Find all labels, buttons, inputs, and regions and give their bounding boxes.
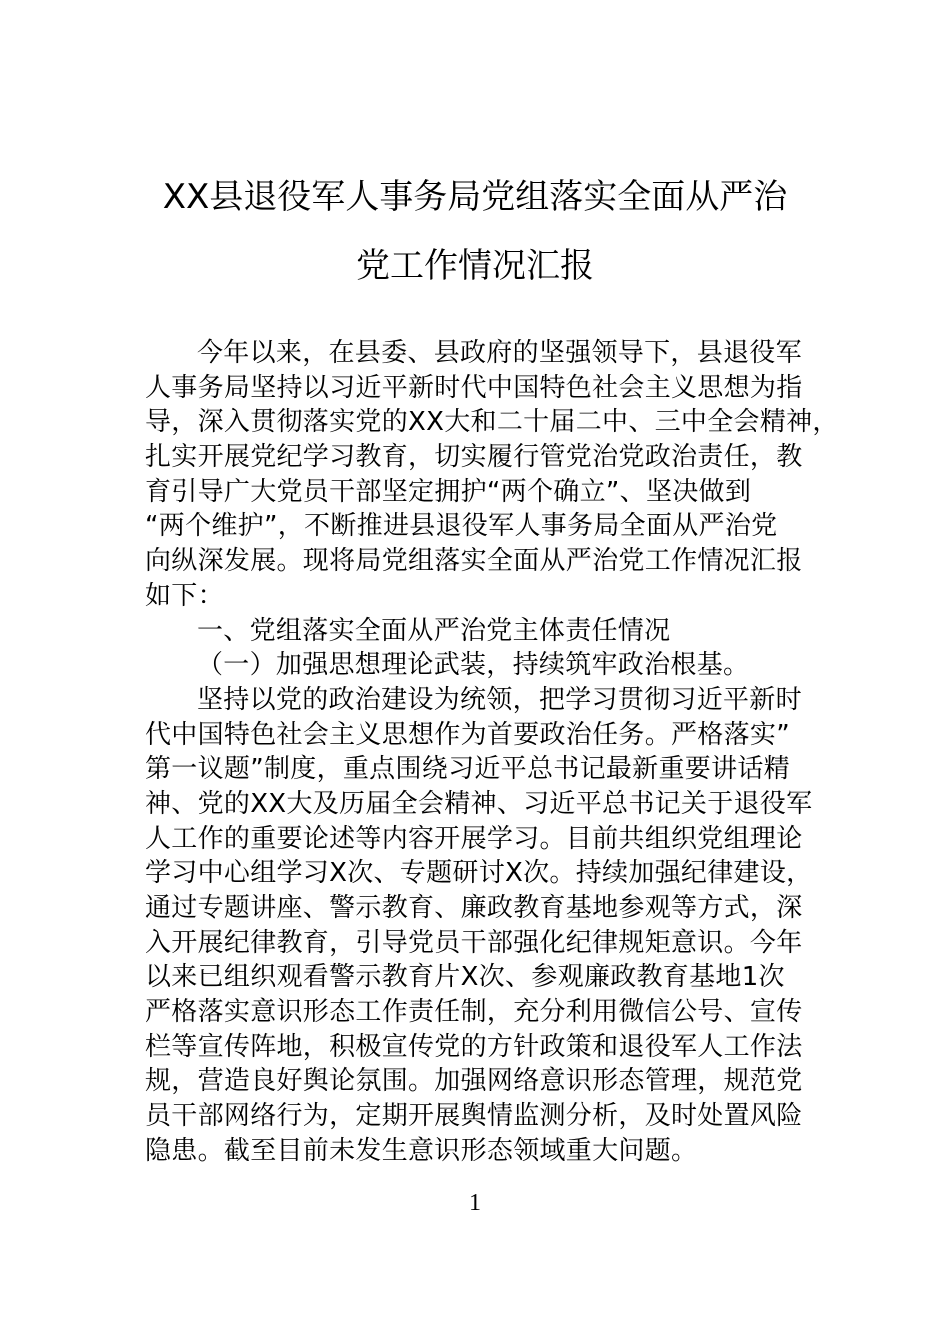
document-title-line-2: 党工作情况汇报 (356, 246, 594, 286)
paragraph (145, 336, 845, 614)
text-line: （一）加强思想理论武装，持续筑牢政治根基。 (197, 650, 750, 681)
text-line: 人事务局坚持以习近平新时代中国特色社会主义思想为指 (145, 372, 803, 403)
text-line: “两个维护”，不断推进县退役军人事务局全面从严治党 (145, 511, 778, 542)
text-line: 神、党的XX大及历届全会精神、习近平总书记关于退役军 (145, 788, 813, 819)
text-line: 坚持以党的政治建设为统领，把学习贯彻习近平新时 (197, 684, 802, 715)
text-line: 如下： (145, 580, 224, 611)
text-line: 扎实开展党纪学习教育，切实履行管党治党政治责任，教 (145, 442, 803, 473)
text-line: 导，深入贯彻落实党的XX大和二十届二中、三中全会精神， (145, 407, 839, 438)
page-number: 1 (469, 1190, 481, 1216)
text-line: 学习中心组学习X次、专题研讨X次。持续加强纪律建设， (145, 858, 813, 889)
document-body (145, 336, 845, 1169)
text-line: 入开展纪律教育，引导党员干部强化纪律规矩意识。今年 (145, 927, 803, 958)
text-line: 隐患。截至目前未发生意识形态领域重大问题。 (145, 1135, 698, 1166)
text-line: 规，营造良好舆论氛围。加强网络意识形态管理，规范党 (145, 1066, 803, 1097)
text-line: 人工作的重要论述等内容开展学习。目前共组织党组理论 (145, 823, 803, 854)
paragraph (145, 648, 845, 683)
text-line: 以来已组织观看警示教育片X次、参观廉政教育基地1次 (145, 962, 785, 993)
paragraph (145, 683, 845, 1169)
text-line: 栏等宣传阵地，积极宣传党的方针政策和退役军人工作法 (145, 1031, 803, 1062)
text-line: 育引导广大党员干部坚定拥护“两个确立”、坚决做到 (145, 476, 752, 507)
text-line: 代中国特色社会主义思想作为首要政治任务。严格落实” (145, 719, 790, 750)
text-line: 通过专题讲座、警示教育、廉政教育基地参观等方式，深 (145, 893, 803, 923)
text-line: 向纵深发展。现将局党组落实全面从严治党工作情况汇报 (145, 546, 803, 577)
text-line: 员干部网络行为，定期开展舆情监测分析，及时处置风险 (145, 1101, 803, 1132)
text-line: 严格落实意识形态工作责任制，充分利用微信公号、宣传 (145, 997, 803, 1028)
text-line: 一、党组落实全面从严治党主体责任情况 (197, 615, 671, 646)
paragraph (145, 614, 845, 649)
text-line: 第一议题”制度，重点围绕习近平总书记最新重要讲话精 (145, 754, 790, 785)
document-title-line-1: XX县退役军人事务局党组落实全面从严治 (162, 177, 788, 217)
text-line: 今年以来，在县委、县政府的坚强领导下，县退役军 (197, 338, 802, 368)
